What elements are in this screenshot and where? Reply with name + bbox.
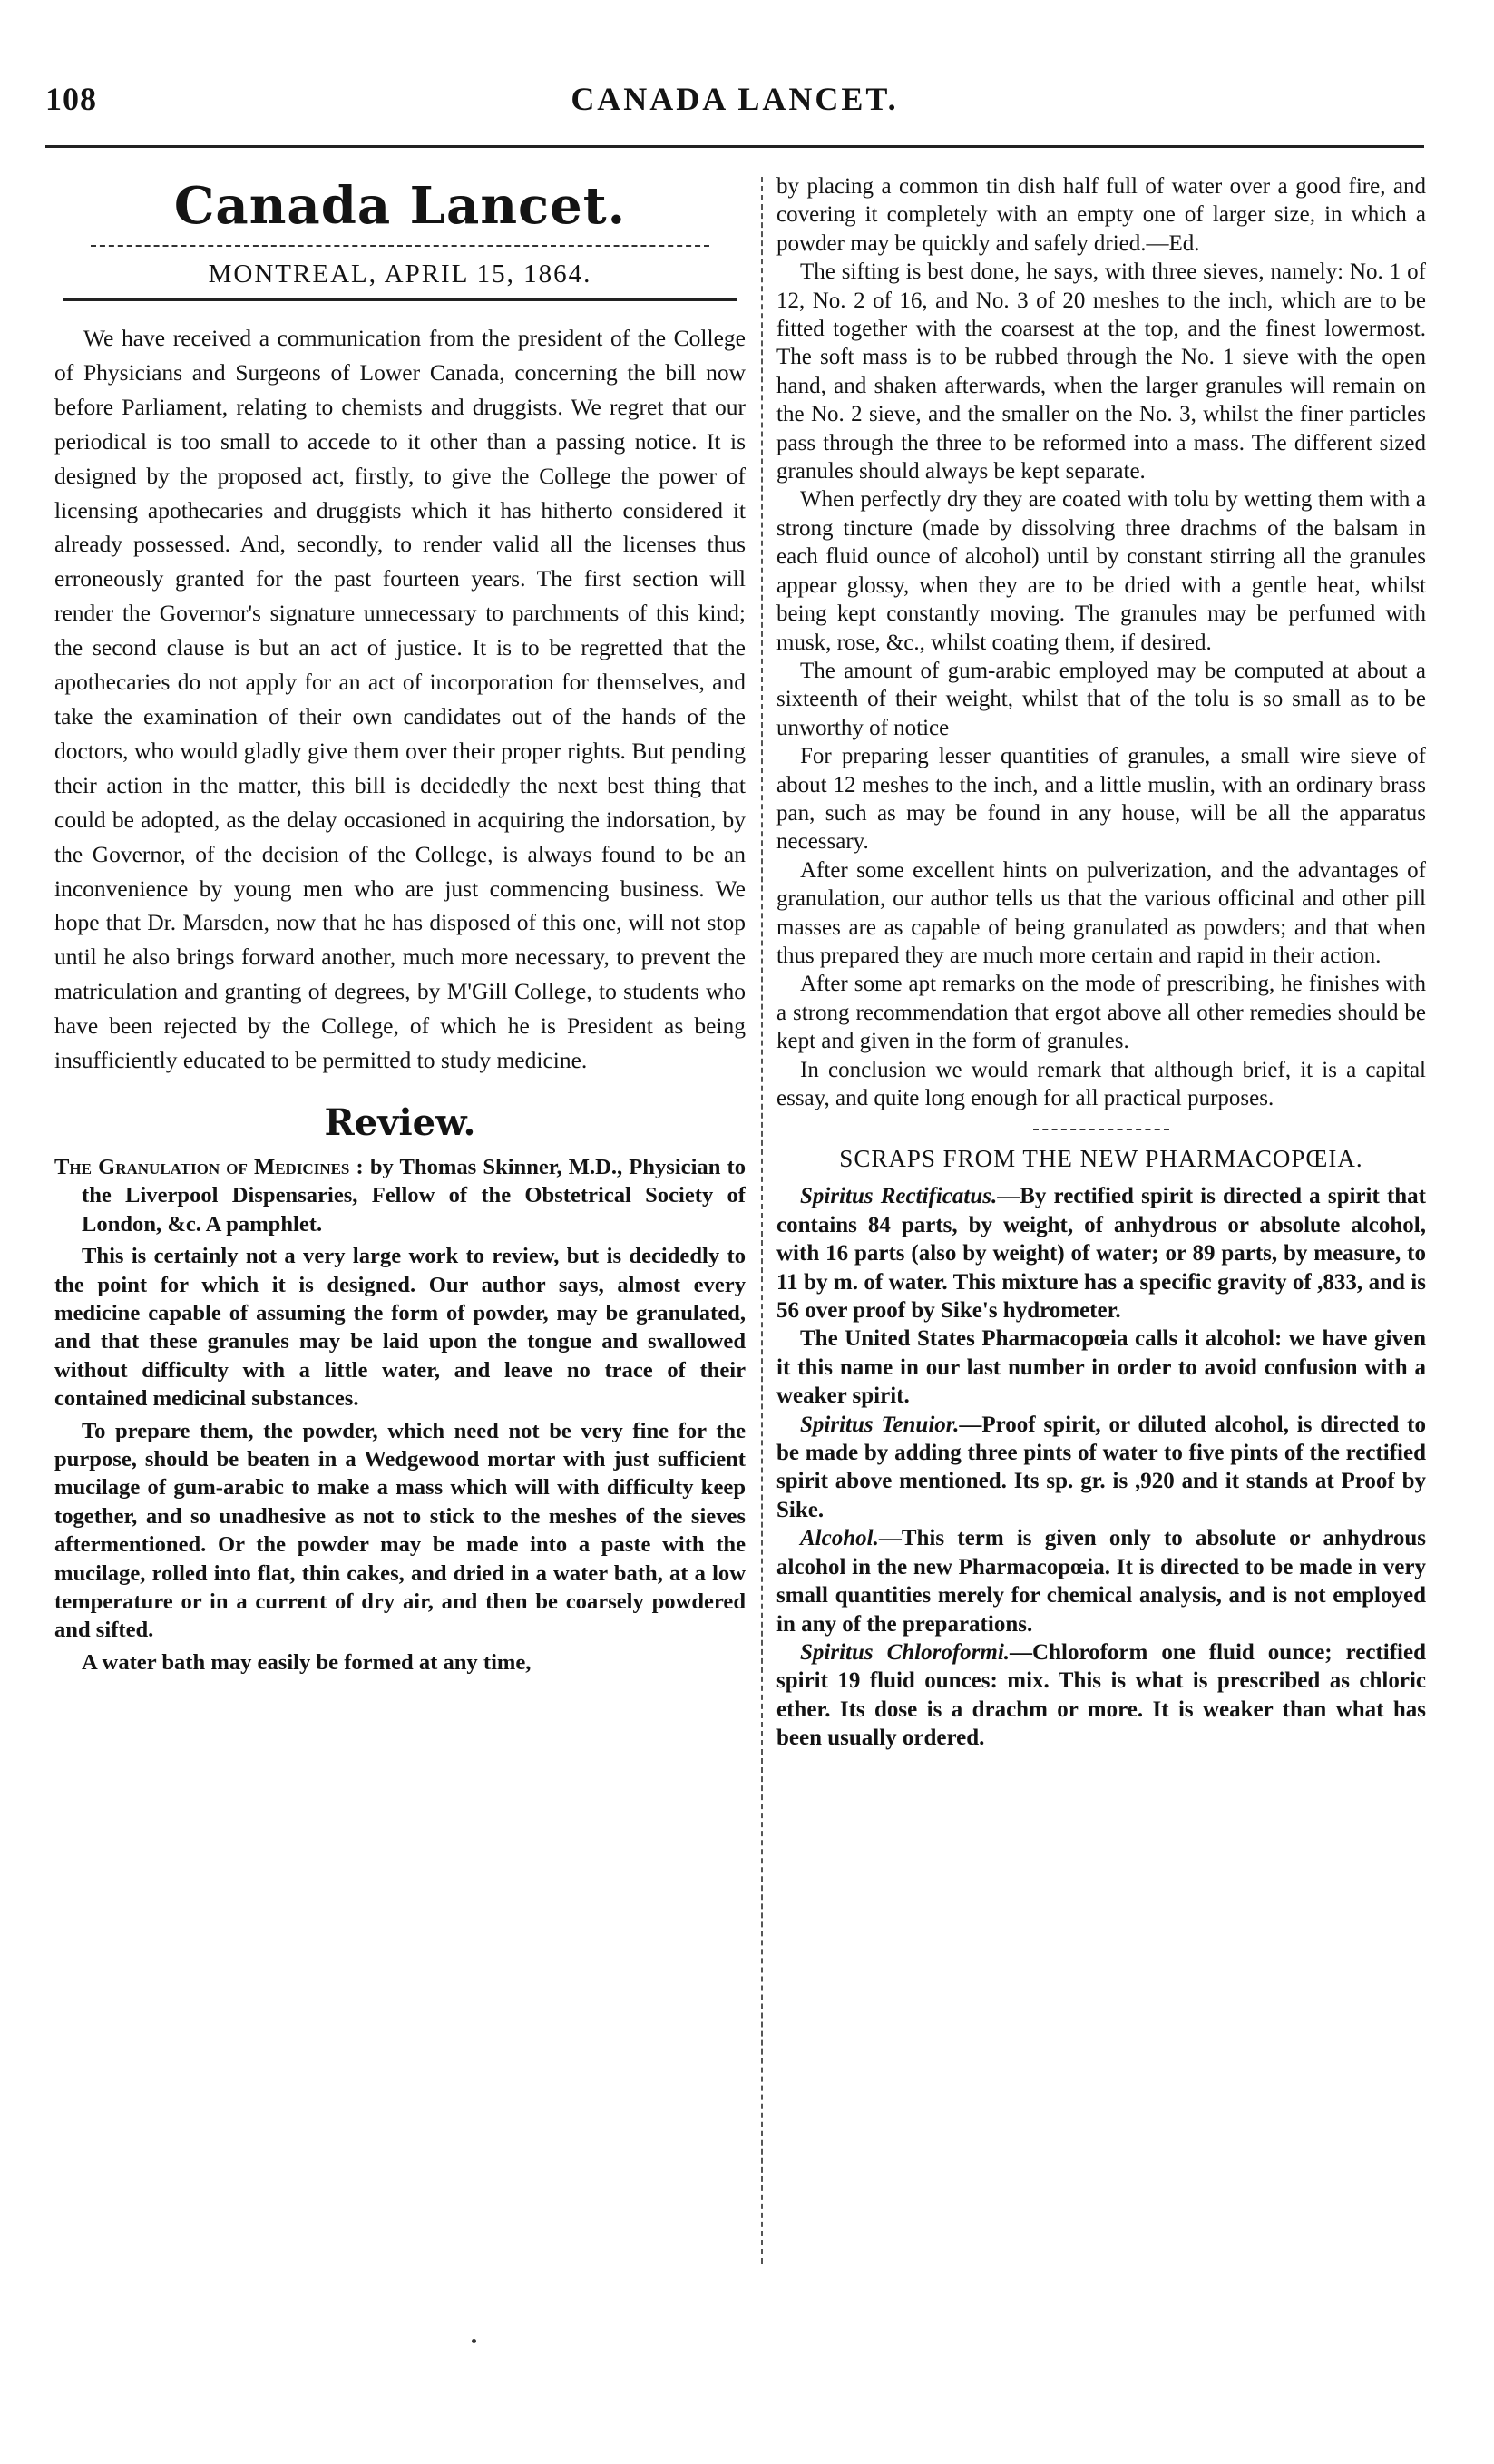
editorial-paragraph: We have received a communication from the president of the College of Physicians and Surgeons of Lower Canada, concerning the bill now before Parliament, relating to chemists and druggists. We regret that our periodical is too small to accede to it other than a passing notice. It is designed by the proposed act, firstly, to give the College the power of licensing apothecaries and druggists which it has hitherto considered it already possessed. And, secondly, to render valid all the licenses thus erroneously granted for the past fourteen years. The first section will render the Governor's signature unnecessary to parchments of this kind; the second clause is but an act of justice. It is to be regretted that the apothecaries do not apply for an act of incorporation for themselves, and take the examination of their own candidates out of the hands of the doctors, who would gladly give them over their proper rights. But pending their action in the matter, this bill is decidedly the next best thing that could be adopted, as the delay occasioned in acquiring the indorsation, by the Governor, of the decision of the College, is always found to be an inconvenience by young men who are just commencing business. We hope that Dr. Marsden, now that he has disposed of this one, will not stop until he also brings forward another, much more necessary, to prevent the matriculation and granting of degrees, by M'Gill College, to students who have been rejected by the College, of which he is President as being insufficiently educated to be permitted to study medicine. <box>54 325 746 1074</box>
dateline-rule <box>63 298 737 301</box>
review-paragraph: The sifting is best done, he says, with three sieves, namely: No. 1 of 12, No. 2 of 16, and No. 3 of 20 meshes to the inch, which are to be fitted together with the coarsest at the top, and the finest lowermost. The soft mass is to be rubbed through the No. 1 sieve with the open hand, and shaken afterwards, when the larger granules will remain on the No. 2 sieve, and the smaller on the No. 3, whilst the finer particles pass through the three to be reformed into a mass. The different sized granules should always be kept separate. <box>776 259 1426 484</box>
review-paragraph: This is certainly not a very large work to review, but is decidedly to the point for which it is designed. Our author says, almost every medicine capable of assuming the form of powder, may be granulated, and that these granules may be laid upon the tongue and swallowed without difficulty with a little water, and leave no trace of their contained medicinal substances. <box>54 1244 746 1412</box>
page-number: 108 <box>45 81 97 117</box>
review-paragraph: A water bath may easily be formed at any time, <box>82 1649 532 1675</box>
scraps-note: The United States Pharmacopœia calls it alcohol: we have given it this name in our last number in order to avoid confusion with a weaker spirit. <box>776 1326 1426 1409</box>
ink-speck <box>472 2339 476 2343</box>
masthead-rule <box>91 245 709 247</box>
scraps-entry <box>776 1182 1426 1325</box>
dateline: MONTREAL, APRIL 15, 1864. <box>208 259 592 288</box>
entry-text: —Proof spirit, or diluted alcohol, is directed to be made by adding three pints of water to five pints of the rectified spirit above mentioned. Its sp. gr. is ,920 and it stands at Proof by Sike. <box>776 1412 1426 1522</box>
scraps-entry <box>776 1411 1426 1525</box>
right-column <box>776 172 1426 2277</box>
review-heading: Review. <box>324 1100 476 1144</box>
masthead-title: Canada Lancet. <box>173 176 627 236</box>
section-rule <box>1033 1129 1169 1130</box>
review-paragraph: When perfectly dry they are coated with tolu by wetting them with a strong tincture (made by dissolving three drachms of the balsam in each fluid ounce of alcohol) until by constant stirring all the granules appear glossy, when they are to be dried with a gentle heat, whilst being kept constantly moving. The granules may be perfumed with musk, rose, &c., whilst coating them, if desired. <box>776 487 1426 655</box>
entry-term: Spiritus Tenuior. <box>800 1412 960 1437</box>
entry-text: —This term is given only to absolute or anhydrous alcohol in the new Pharmacopœia. It is directed to be made in very small quantities merely for chemical analysis, and is not employed in any of the preparations. <box>776 1526 1426 1637</box>
review-paragraph: After some apt remarks on the mode of prescribing, he finishes with a strong recommendation that ergot above all other remedies should be kept and given in the form of granules. <box>776 972 1426 1054</box>
review-paragraph: In conclusion we would remark that although brief, it is a capital essay, and quite long enough for all practical purposes. <box>776 1057 1426 1110</box>
left-column <box>54 172 746 2277</box>
scraps-section <box>776 1182 1426 1752</box>
running-head <box>45 80 1424 125</box>
header-rule <box>45 145 1424 148</box>
scraps-heading: SCRAPS FROM THE NEW PHARMACOPŒIA. <box>839 1145 1363 1173</box>
scraps-entry <box>776 1638 1426 1753</box>
review-paragraph: For preparing lesser quantities of granules, a small wire sieve of about 12 meshes to the inch, and a little muslin, with an ordinary brass pan, such as may be found in any house, will be all the apparatus necessary. <box>776 744 1426 855</box>
review-paragraph: To prepare them, the powder, which need not be very fine for the purpose, should be beaten in a Wedgewood mortar with just sufficient mucilage of gum-arabic to make a mass which will with difficulty keep together, and so unadhesive as not to stick to the meshes of the sieves aftermentioned. Or the powder may be made into a paste with the mucilage, rolled into flat, thin cakes, and dried in a water bath, at a low temperature or in a current of dry air, and then be coarsely powdered and sifted. <box>54 1418 746 1643</box>
entry-text: —Chloroform one fluid ounce; rectified spirit 19 fluid ounces: mix. This is what is prescribed as chloric ether. Its dose is a drachm or more. It is weaker than what has been usually ordered. <box>776 1639 1426 1751</box>
review-paragraph: The amount of gum-arabic employed may be computed at about a sixteenth of their weight, whilst that of the tolu is so small as to be unworthy of notice <box>776 658 1426 740</box>
entry-term: Spiritus Rectificatus. <box>800 1184 998 1209</box>
review-continued <box>776 172 1426 1112</box>
review-work-title: The Granulation of Medicines : <box>54 1154 364 1179</box>
entry-term: Spiritus Chloroformi. <box>800 1639 1011 1665</box>
running-title: CANADA LANCET. <box>571 81 899 117</box>
entry-term: Alcohol. <box>800 1526 879 1551</box>
editorial <box>54 321 746 1078</box>
column-divider <box>761 177 763 2264</box>
review-section <box>54 1153 746 1677</box>
entry-text: —By rectified spirit is directed a spirit that contains 84 parts, by weight, of anhydrous or absolute alcohol, with 16 parts (also by weight) of water; or 89 parts, by measure, to 11 by m. of water. This mixture has a specific gravity of ,833, and is 56 over proof by Sike's hydrometer. <box>776 1184 1426 1324</box>
review-paragraph: After some excellent hints on pulverization, and the advantages of granulation, our author tells us that the various officinal and other pill masses are as capable of being granulated as powders; and that when thus prepared they are much more certain and rapid in their action. <box>776 857 1426 968</box>
review-paragraph: by placing a common tin dish half full of water over a good fire, and covering it completely with an empty one of larger size, in which a powder may be quickly and safely dried.—Ed. <box>776 174 1426 256</box>
review-bibliography <box>54 1153 746 1238</box>
scraps-entry <box>776 1524 1426 1638</box>
review-work-details: by Thomas Skinner, M.D., Physician to the Liverpool Dispensaries, Fellow of the Obstetrical Society of London, &c. A pamphlet. <box>82 1154 746 1237</box>
